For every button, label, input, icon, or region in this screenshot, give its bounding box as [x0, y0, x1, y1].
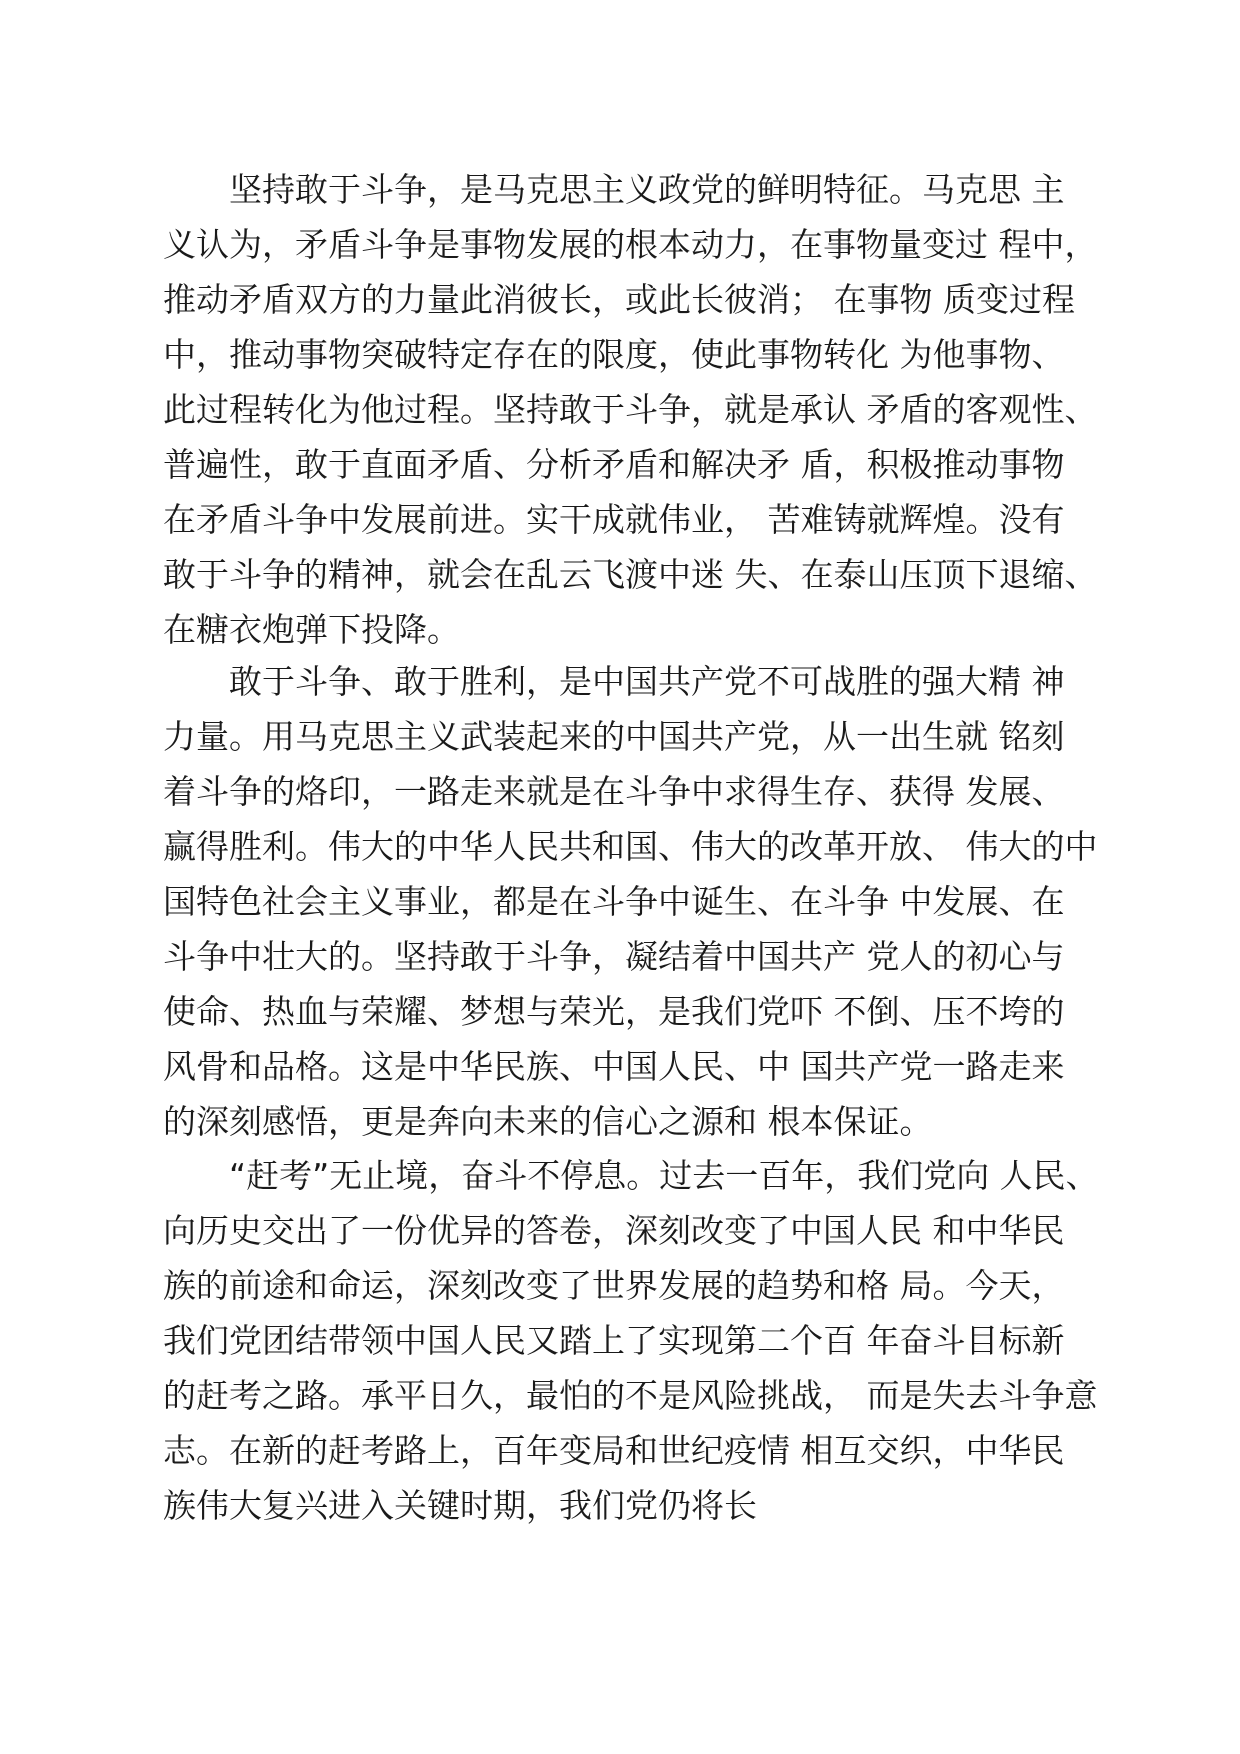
text-line: 斗争中壮大的。坚持敢于斗争，凝结着中国共产 党人的初心与 — [163, 937, 1065, 976]
paragraph-1 — [163, 162, 1123, 657]
text-line: 力量。用马克思主义武装起来的中国共产党，从一出生就 铭刻 — [163, 717, 1065, 756]
text-line: 志。在新的赶考路上，百年变局和世纪疫情 相互交织，中华民 — [163, 1431, 1065, 1470]
text-line: 中，推动事物突破特定存在的限度，使此事物转化 为他事物、 — [163, 335, 1065, 374]
text-line: 我们党团结带领中国人民又踏上了实现第二个百 年奋斗目标新 — [163, 1321, 1065, 1360]
text-line: 义认为，矛盾斗争是事物发展的根本动力，在事物量变过 程中， — [163, 225, 1098, 264]
paragraph-3 — [163, 1148, 1123, 1533]
text-line: 风骨和品格。这是中华民族、中国人民、中 国共产党一路走来 — [163, 1047, 1065, 1086]
paragraph-2 — [163, 654, 1123, 1149]
text-line: 的深刻感悟，更是奔向未来的信心之源和 根本保证。 — [163, 1102, 933, 1141]
text-line: 普遍性，敢于直面矛盾、分析矛盾和解决矛 盾，积极推动事物 — [163, 445, 1065, 484]
text-line: 此过程转化为他过程。坚持敢于斗争，就是承认 矛盾的客观性、 — [163, 390, 1098, 429]
text-line: “赶考”无止境，奋斗不停息。过去一百年，我们党向 人民、 — [229, 1156, 1099, 1195]
text-line: 坚持敢于斗争，是马克思主义政党的鲜明特征。马克思 主 — [229, 170, 1065, 209]
text-line: 的赶考之路。承平日久，最怕的不是风险挑战， 而是失去斗争意 — [163, 1376, 1098, 1415]
text-line: 敢于斗争的精神，就会在乱云飞渡中迷 失、在泰山压顶下退缩、 — [163, 555, 1098, 594]
text-line: 着斗争的烙印，一路走来就是在斗争中求得生存、获得 发展、 — [163, 772, 1065, 811]
text-line: 族伟大复兴进入关键时期，我们党仍将长 — [163, 1486, 757, 1525]
text-line: 在矛盾斗争中发展前进。实干成就伟业， 苦难铸就辉煌。没有 — [163, 500, 1065, 539]
text-line: 敢于斗争、敢于胜利，是中国共产党不可战胜的强大精 神 — [229, 662, 1065, 701]
text-line: 族的前途和命运，深刻改变了世界发展的趋势和格 局。今天， — [163, 1266, 1065, 1305]
text-line: 推动矛盾双方的力量此消彼长，或此长彼消； 在事物 质变过程 — [163, 280, 1075, 319]
text-line: 国特色社会主义事业，都是在斗争中诞生、在斗争 中发展、在 — [163, 882, 1065, 921]
text-line: 使命、热血与荣耀、梦想与荣光，是我们党吓 不倒、压不垮的 — [163, 992, 1065, 1031]
text-line: 赢得胜利。伟大的中华人民共和国、伟大的改革开放、 伟大的中 — [163, 827, 1098, 866]
text-line: 向历史交出了一份优异的答卷，深刻改变了中国人民 和中华民 — [163, 1211, 1065, 1250]
text-line: 在糖衣炮弹下投降。 — [163, 610, 460, 649]
